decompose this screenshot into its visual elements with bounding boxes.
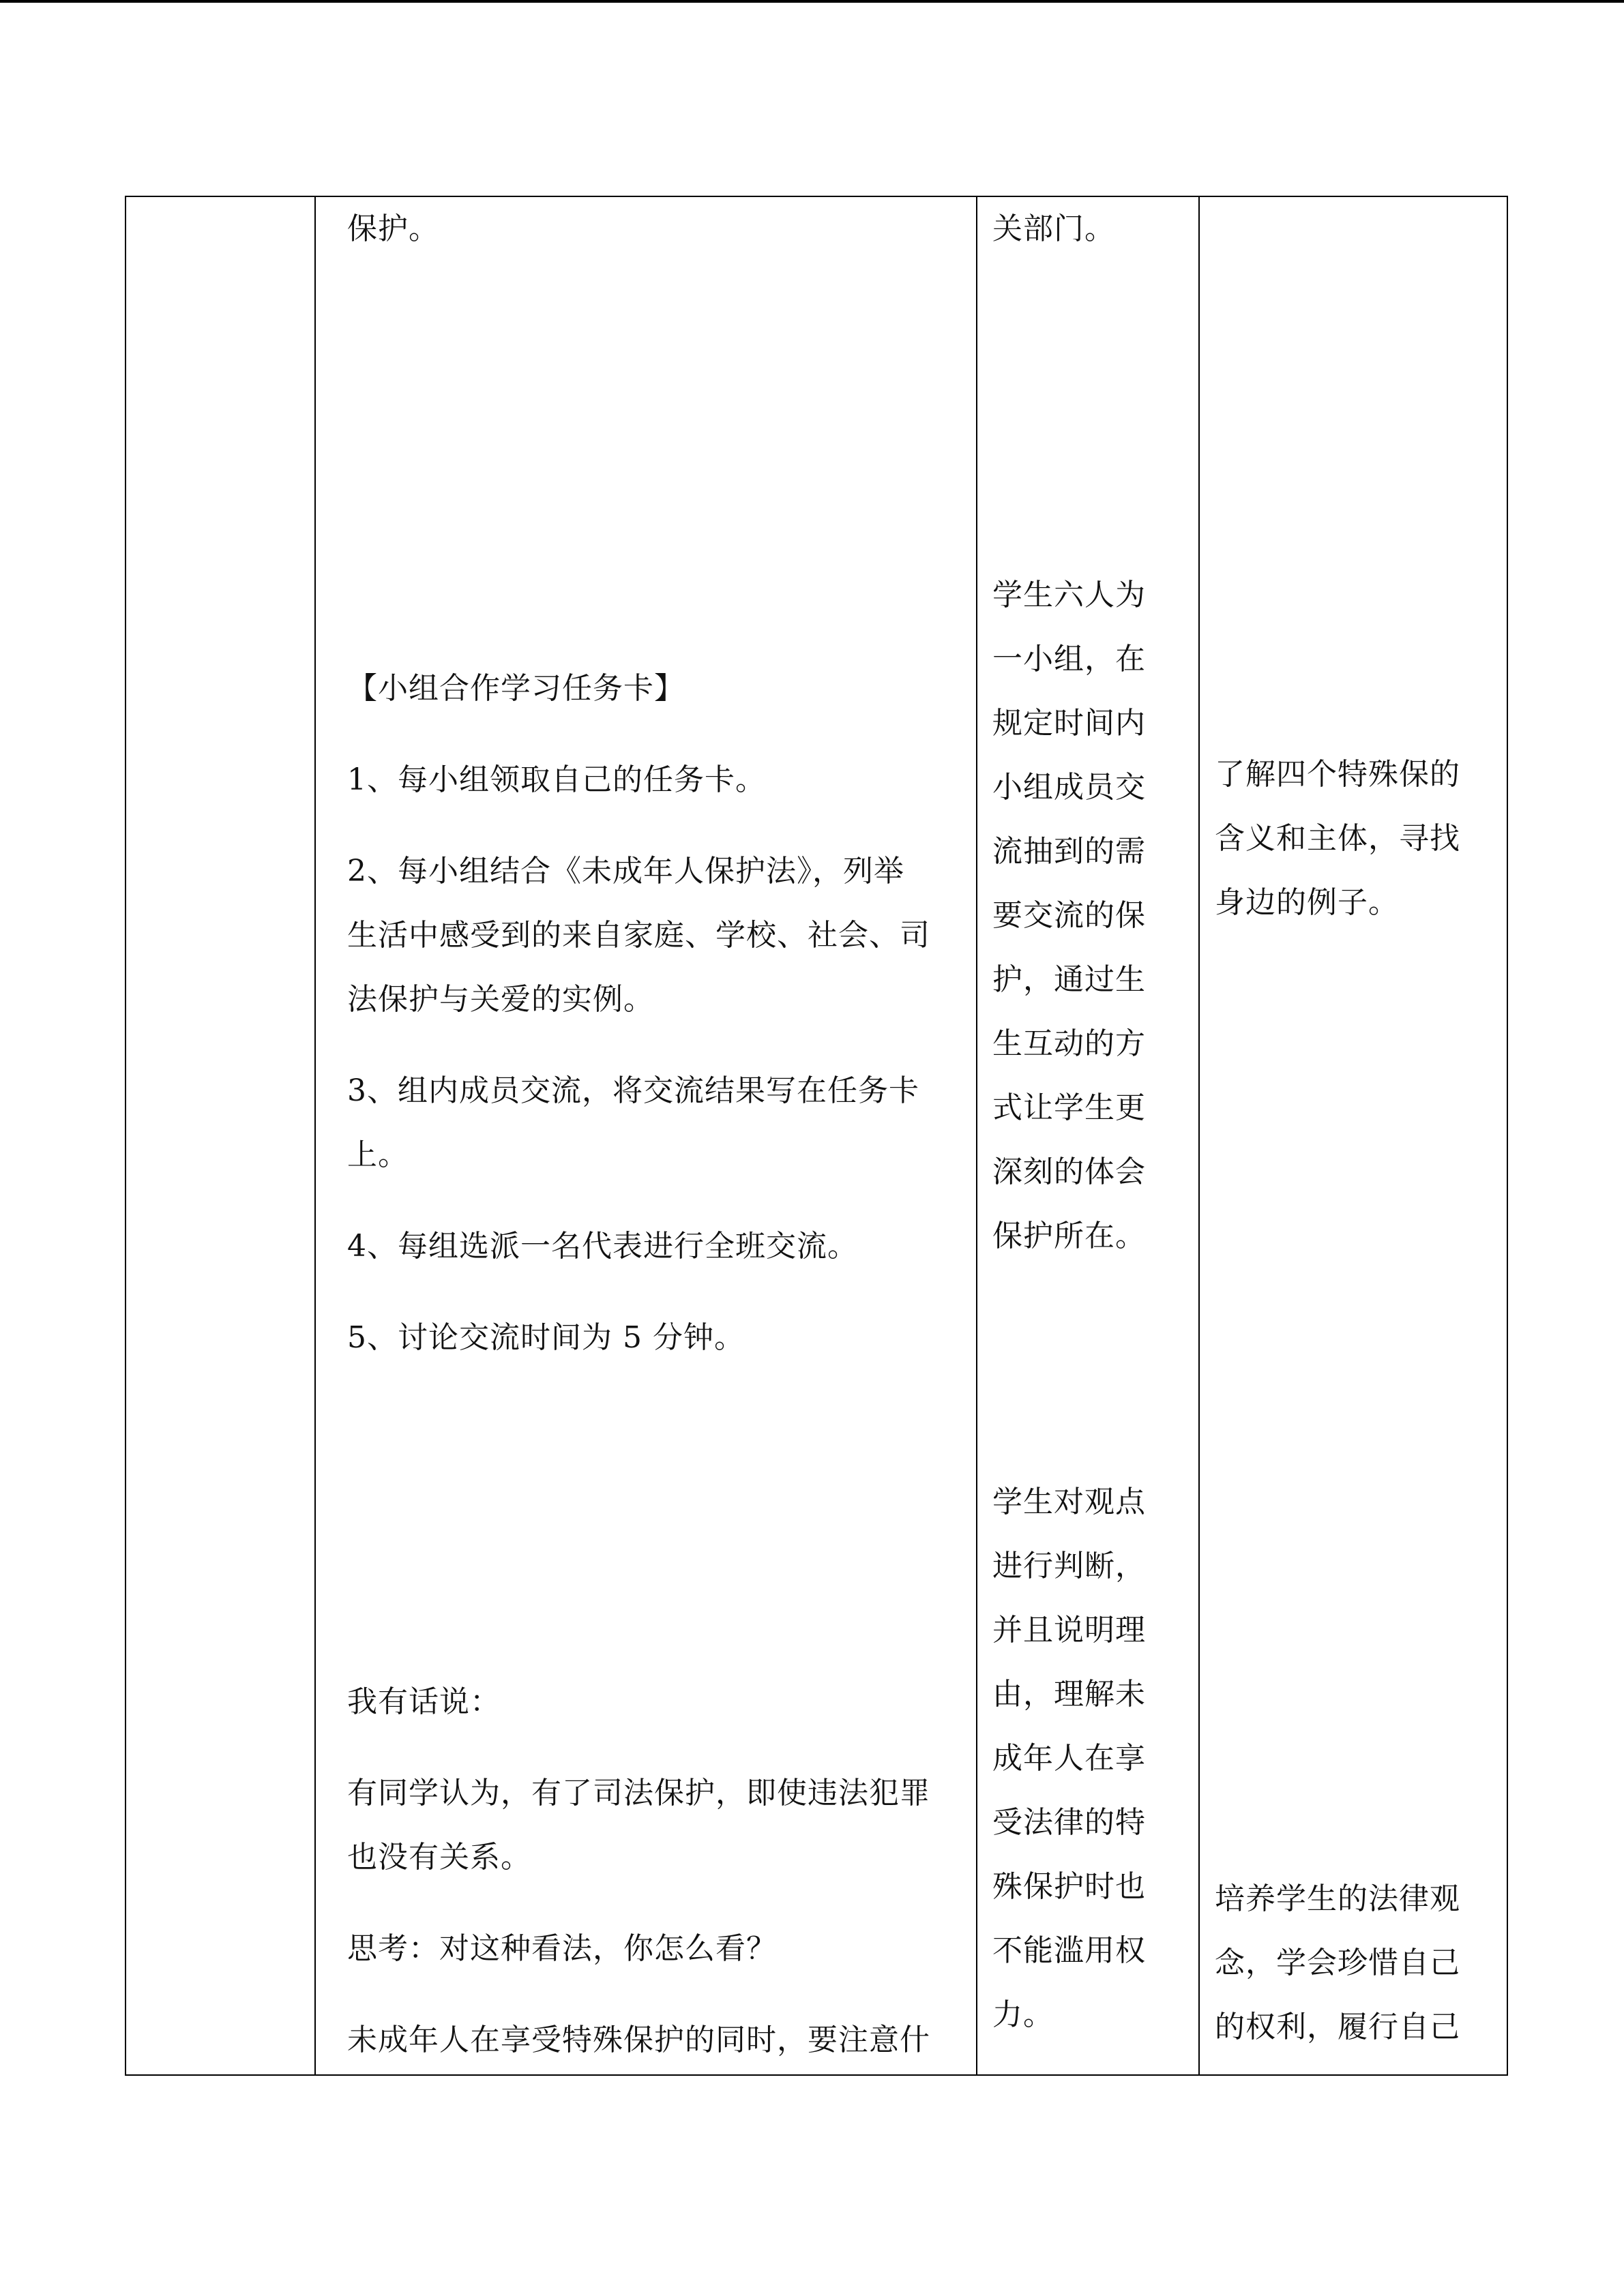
student-activity-2 [992,1470,1146,2047]
task-card-item-2-line-2: 生活中感受到的来自家庭、学校、社会、司 [347,918,930,953]
student-activity-1-line: 式让学生更 [992,1090,1146,1125]
student-activity-2-line: 殊保护时也 [992,1869,1146,1904]
lesson-plan-table [125,196,1508,2076]
student-activity-1-line: 生互动的方 [992,1026,1146,1061]
student-activity-2-line: 进行判断， [992,1549,1146,1583]
student-activity-2-line: 成年人在享 [992,1741,1146,1776]
student-activity-1-line: 护，通过生 [992,962,1146,997]
design-intent-1-line: 了解四个特殊保的 [1215,757,1460,792]
design-intent-2 [1215,1867,1460,2059]
task-card-item-3-line-1: 3、组内成员交流，将交流结果写在任务卡 [347,1073,919,1108]
content-top-text: 保护。 [347,211,439,246]
student-activity-1 [992,563,1146,1268]
student-activity-1-line: 小组成员交 [992,770,1146,805]
task-card-item-2-line-3: 法保护与关爱的实例。 [347,982,654,1017]
task-card-item-5 [347,1306,930,1370]
task-card-item-4-line: 4、每组选派一名代表进行全班交流。 [347,1229,858,1264]
design-intent-2-line: 的权利，履行自己 [1215,2010,1460,2044]
student-activity-1-line: 流抽到的需 [992,834,1146,869]
task-card-item-4 [347,1214,930,1279]
task-card-item-3-line-2: 上。 [347,1137,409,1172]
task-card-item-3 [347,1059,930,1187]
student-activity-1-line: 深刻的体会 [992,1154,1146,1189]
student-activity-2-line: 不能滥用权 [992,1933,1146,1968]
task-card-title: 【小组合作学习任务卡】 [347,671,685,706]
design-intent-cell [1198,197,1508,2074]
discussion-last-line: 未成年人在享受特殊保护的同时，要注意什 [347,2023,930,2057]
student-activity-1-line: 规定时间内 [992,706,1146,741]
task-card-item-1 [347,748,930,812]
student-activity-cell [976,197,1197,2074]
discussion-statement-line-2: 也没有关系。 [347,1840,531,1875]
student-activity-1-line: 学生六人为 [992,578,1146,612]
student-activity-1-line: 保护所在。 [992,1219,1146,1253]
column-divider-1 [314,197,316,2074]
student-activity-1-line: 一小组，在 [992,642,1146,676]
discussion-block [347,1670,930,2072]
student-top-text: 关部门。 [992,211,1115,246]
task-card-item-1-line: 1、每小组领取自己的任务卡。 [347,762,766,797]
design-intent-1-line: 含义和主体，寻找 [1215,821,1460,856]
student-activity-2-line: 由，理解未 [992,1677,1146,1712]
student-activity-2-line: 受法律的特 [992,1805,1146,1840]
discussion-title: 我有话说： [347,1684,501,1719]
design-intent-1-line: 身边的例子。 [1215,885,1399,920]
page-top-border [0,0,1624,3]
task-card-item-5-line: 5、讨论交流时间为 5 分钟。 [347,1320,745,1355]
student-activity-2-line: 并且说明理 [992,1613,1146,1648]
discussion-question: 思考：对这种看法，你怎么看？ [347,1931,777,1966]
task-card-block [347,657,930,1370]
discussion-statement-line-1: 有同学认为，有了司法保护，即使违法犯罪 [347,1776,930,1810]
student-activity-2-line: 学生对观点 [992,1485,1146,1519]
task-card-item-2-line-1: 2、每小组结合《未成年人保护法》，列举 [347,854,904,889]
design-intent-2-line: 念，学会珍惜自己 [1215,1945,1460,1980]
student-activity-1-line: 要交流的保 [992,898,1146,933]
teaching-content-cell [331,197,986,2074]
design-intent-1 [1215,743,1460,935]
discussion-statement [347,1761,930,1890]
task-card-item-2 [347,839,930,1032]
student-activity-2-line: 力。 [992,1997,1054,2032]
design-intent-2-line: 培养学生的法律观 [1215,1881,1460,1916]
